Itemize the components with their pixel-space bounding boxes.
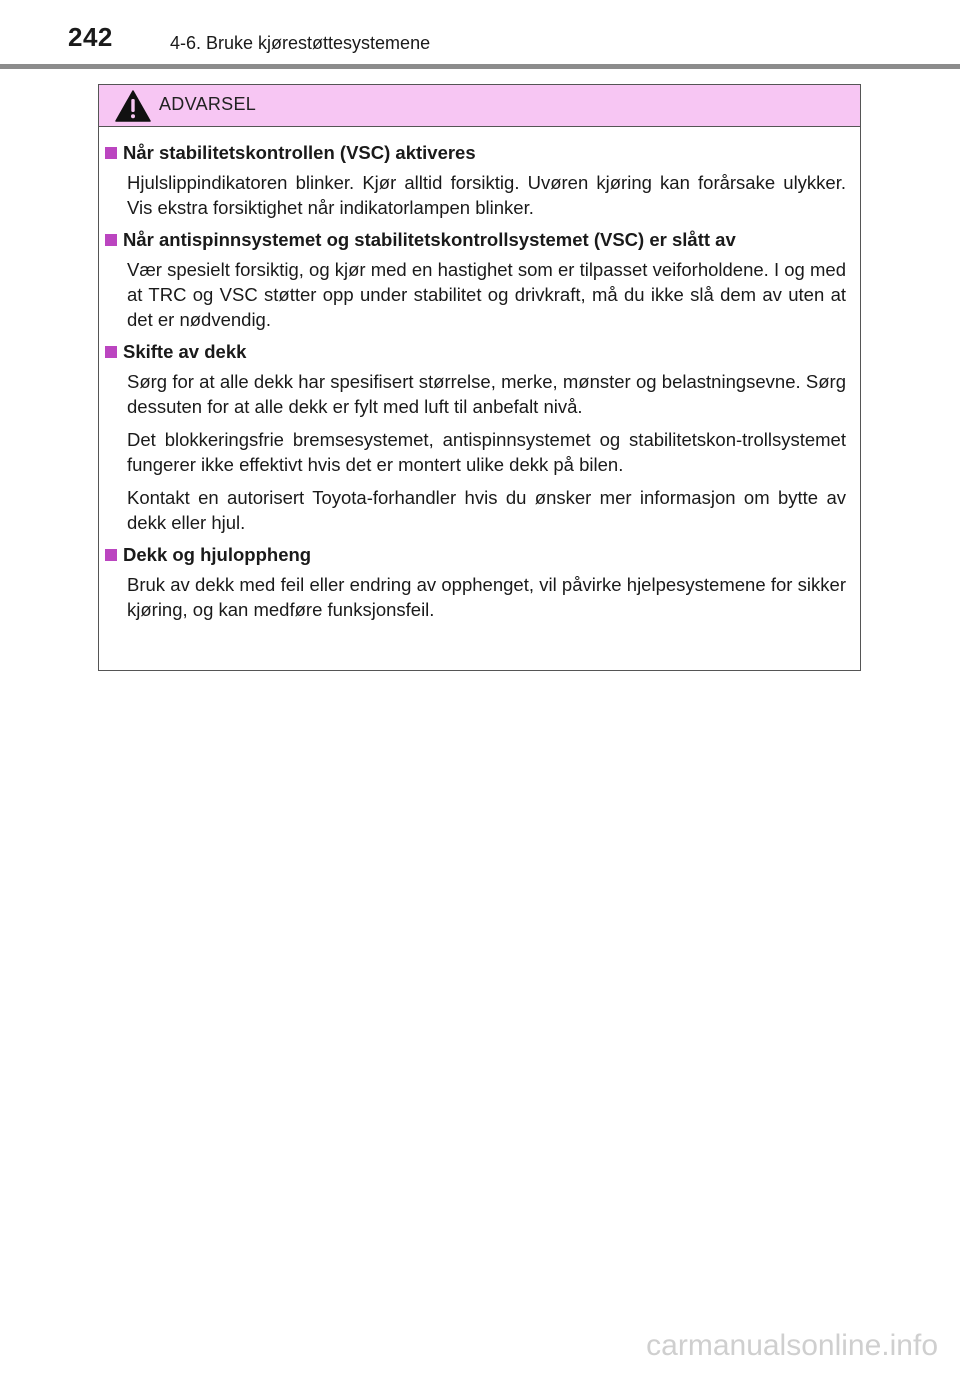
warning-body <box>99 127 860 622</box>
warning-label: ADVARSEL <box>159 94 257 114</box>
item-title <box>105 228 846 252</box>
item-paragraph: Bruk av dekk med feil eller endring av opphenget, vil påvirke hjelpesystemene for sikker kjøring, og kan medføre funksjonsfeil. <box>127 574 846 620</box>
page-number: 242 <box>68 22 113 52</box>
item-title-text: Dekk og hjuloppheng <box>123 544 312 565</box>
item-title <box>105 340 846 364</box>
item-paragraph: Sørg for at alle dekk har spesifisert størrelse, merke, mønster og belastningsevne. Sørg dessuten for at alle dekk er fylt med luft til anbefalt nivå. <box>127 371 846 417</box>
warning-item <box>105 228 846 332</box>
warning-box <box>98 84 861 671</box>
item-paragraph: Kontakt en autorisert Toyota-forhandler hvis du ønsker mer informasjon om bytte av dekk eller hjul. <box>127 487 846 533</box>
page-header <box>0 0 960 53</box>
item-title-text: Når antispinnsystemet og stabilitetskontrollsystemet (VSC) er slått av <box>123 229 736 250</box>
warning-item <box>105 340 846 535</box>
warning-item <box>105 141 846 220</box>
square-bullet-icon <box>105 549 117 561</box>
item-title <box>105 141 846 165</box>
section-title: 4-6. Bruke kjørestøttesystemene <box>170 33 431 53</box>
warning-item <box>105 543 846 622</box>
item-paragraph: Det blokkeringsfrie bremsesystemet, antispinnsystemet og stabilitetskon-trollsystemet fungerer ikke effektivt hvis det er montert ulike dekk på bilen. <box>127 429 846 475</box>
square-bullet-icon <box>105 147 117 159</box>
square-bullet-icon <box>105 234 117 246</box>
item-paragraph: Hjulslippindikatoren blinker. Kjør alltid forsiktig. Uvøren kjøring kan forårsake ulykker. Vis ekstra forsiktighet når indikatorlampen blinker. <box>127 172 846 218</box>
item-title-text: Når stabilitetskontrollen (VSC) aktiveres <box>123 142 476 163</box>
header-rule <box>0 64 960 69</box>
item-title <box>105 543 846 567</box>
item-paragraph: Vær spesielt forsiktig, og kjør med en hastighet som er tilpasset veiforholdene. I og med at TRC og VSC støtter opp under stabilitet og drivkraft, må du ikke slå dem av uten at det er nødvendig. <box>127 259 846 330</box>
warning-triangle-icon <box>115 90 151 122</box>
square-bullet-icon <box>105 346 117 358</box>
watermark: carmanualsonline.info <box>646 1329 938 1362</box>
item-title-text: Skifte av dekk <box>123 341 247 362</box>
warning-header <box>99 85 860 127</box>
